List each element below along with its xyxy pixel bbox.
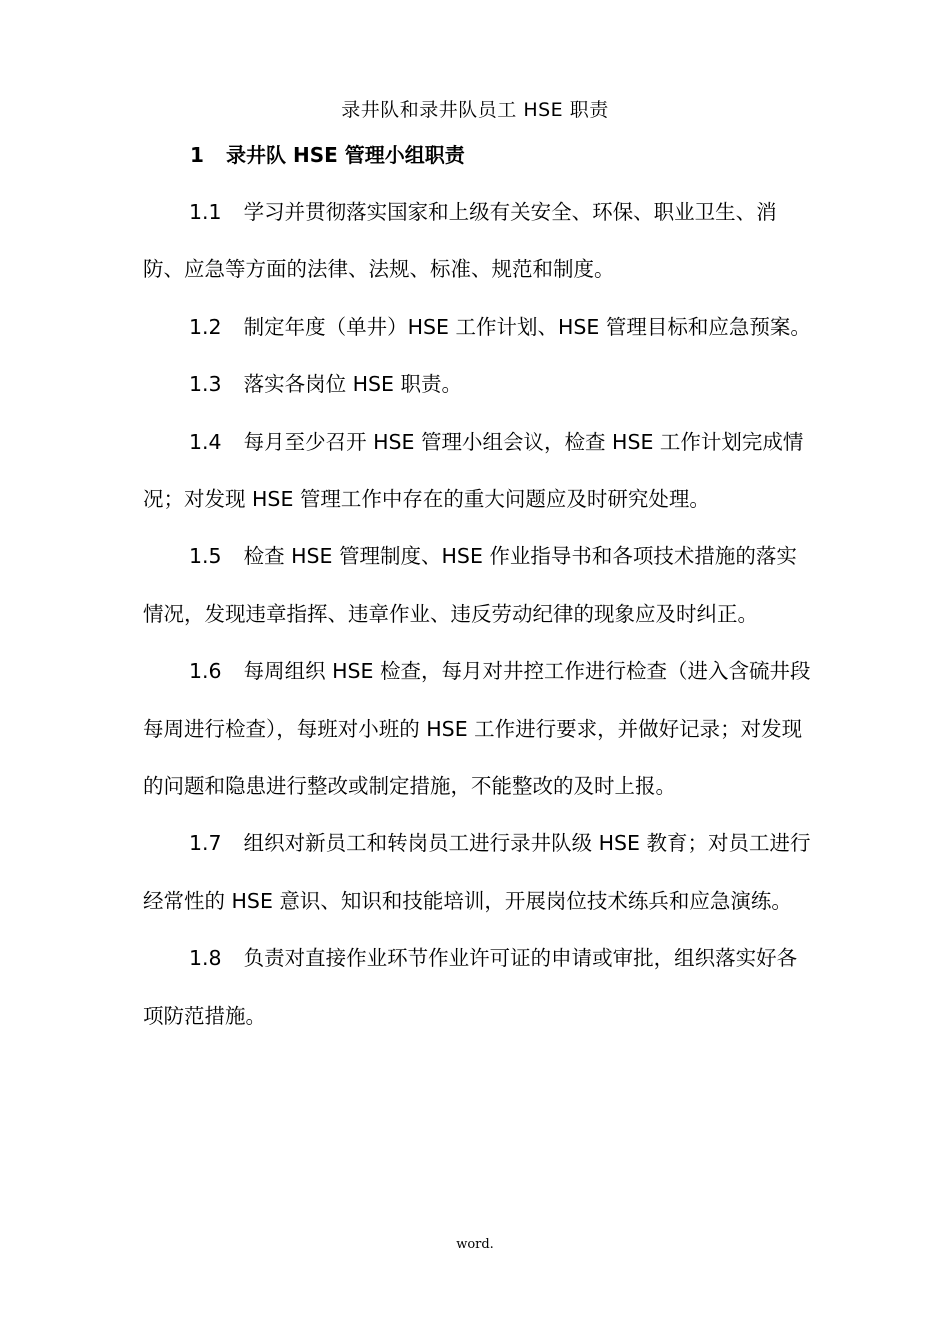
paragraph-1-5 <box>143 528 813 643</box>
page-title: 录井队和录井队员工 HSE 职责 <box>341 99 609 121</box>
paragraph-text: 每月至少召开 HSE 管理小组会议，检查 HSE 工作计划完成情况；对发现 HSE 管理工作中存在的重大问题应及时研究处理。 <box>143 429 804 512</box>
paragraph-1-8 <box>143 930 813 1045</box>
paragraph-text: 组织对新员工和转岗员工进行录井队级 HSE 教育；对员工进行经常性的 HSE 意识、知识和技能培训，开展岗位技术练兵和应急演练。 <box>143 831 811 913</box>
paragraph-number: 1.3 <box>189 372 222 397</box>
paragraph-text: 负责对直接作业环节作业许可证的申请或审批，组织落实好各项防范措施。 <box>143 946 798 1028</box>
paragraph-number: 1.7 <box>189 831 222 856</box>
section-heading <box>190 140 465 170</box>
paragraph-1-4 <box>143 414 813 529</box>
paragraph-1-7 <box>143 815 813 930</box>
paragraph-text: 学习并贯彻落实国家和上级有关安全、环保、职业卫生、消防、应急等方面的法律、法规、标准、规范和制度。 <box>143 200 777 282</box>
paragraph-text: 检查 HSE 管理制度、HSE 作业指导书和各项技术措施的落实情况，发现违章指挥、违章作业、违反劳动纪律的现象应及时纠正。 <box>143 544 797 626</box>
section-number: 1 <box>190 143 204 167</box>
paragraph-1-3 <box>143 356 813 413</box>
paragraph-1-2 <box>143 299 813 356</box>
paragraph-number: 1.5 <box>189 544 222 569</box>
paragraph-text: 每周组织 HSE 检查，每月对井控工作进行检查（进入含硫井段每周进行检查），每班对小班的 HSE 工作进行要求，并做好记录；对发现的问题和隐患进行整改或制定措施，不能整改的及时上报。 <box>143 659 811 799</box>
paragraph-text: 落实各岗位 HSE 职责。 <box>243 372 463 397</box>
paragraph-number: 1.8 <box>189 946 222 971</box>
paragraph-number: 1.1 <box>189 200 222 224</box>
paragraph-number: 1.2 <box>189 314 222 339</box>
document-body <box>143 184 813 1045</box>
section-title: 录井队 HSE 管理小组职责 <box>226 143 465 167</box>
paragraph-1-6 <box>143 643 813 815</box>
paragraph-1-1 <box>143 184 813 299</box>
paragraph-number: 1.4 <box>189 429 222 454</box>
paragraph-text: 制定年度（单井）HSE 工作计划、HSE 管理目标和应急预案。 <box>243 314 811 339</box>
page-footer: word. <box>456 1237 494 1252</box>
paragraph-number: 1.6 <box>189 659 222 684</box>
